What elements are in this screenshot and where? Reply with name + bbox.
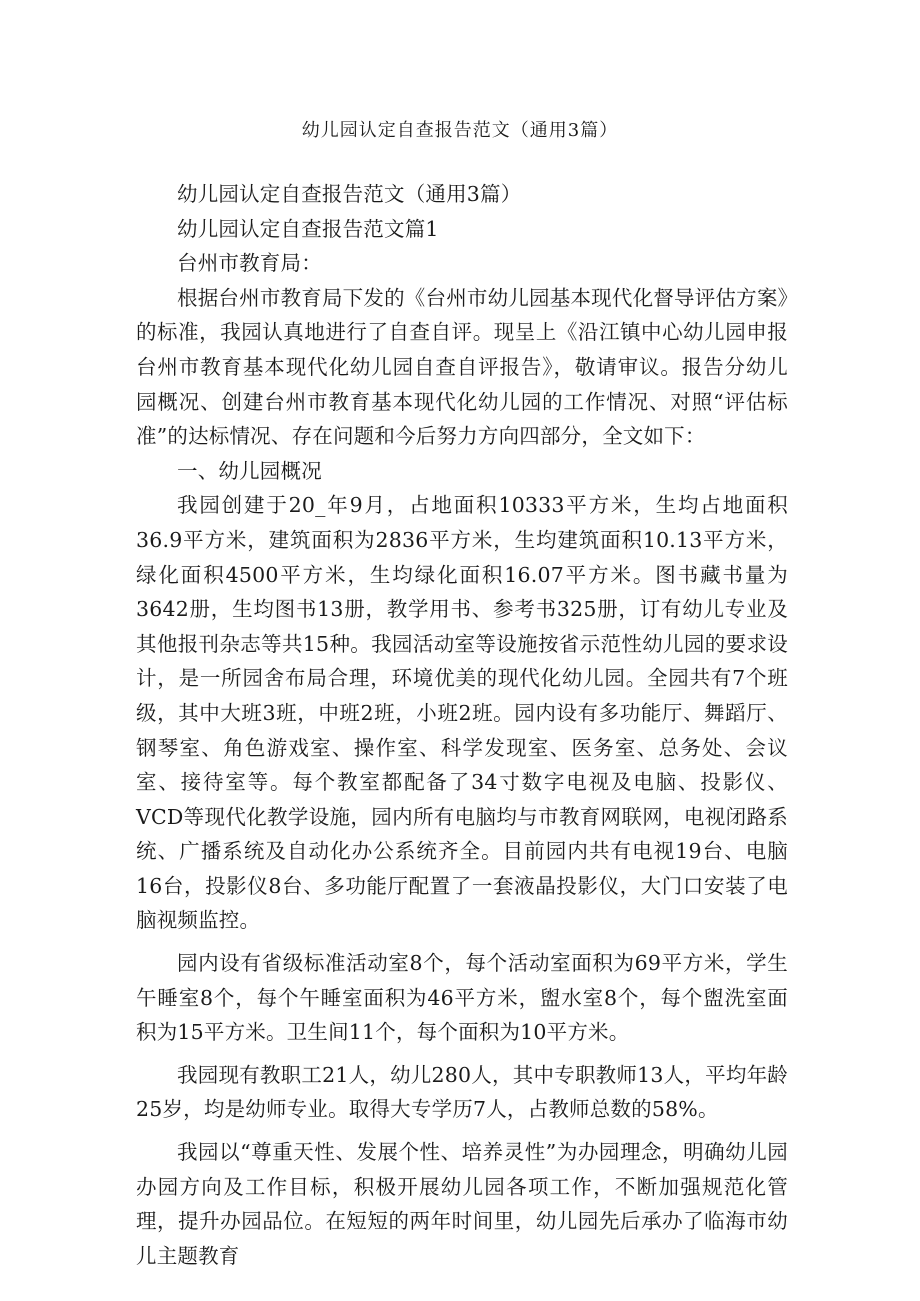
paragraph-section-heading: 幼儿园认定自查报告范文篇1 bbox=[177, 216, 439, 241]
paragraph-intro: 根据台州市教育局下发的《台州市幼儿园基本现代化督导评估方案》的标准，我园认真地进行了自查自评。现呈上《沿江镇中心幼儿园申报台州市教育基本现代化幼儿园自查自评报告》，敬请审议。报告分幼儿园概况、创建台州市教育基本现代化幼儿园的工作情况、对照“评估标准”的达标情况、存在问题和今后努力方向四部分，全文如下： bbox=[136, 285, 788, 449]
paragraph-staff: 我园现有教职工21人，幼儿280人，其中专职教师13人，平均年龄25岁，均是幼师专业。取得大专学历7人，占教师总数的58%。 bbox=[136, 1062, 788, 1122]
paragraph-philosophy: 我园以“尊重天性、发展个性、培养灵性”为办园理念，明确幼儿园办园方向及工作目标，积极开展幼儿园各项工作，不断加强规范化管理，提升办园品位。在短短的两年时间里，幼儿园先后承办了临海市幼儿主题教育 bbox=[136, 1140, 788, 1268]
paragraph-addressee: 台州市教育局： bbox=[177, 251, 322, 276]
paragraph-rooms: 园内设有省级标准活动室8个，每个活动室面积为69平方米，学生午睡室8个，每个午睡室面积为46平方米，盥水室8个，每个盥洗室面积为15平方米。卫生间11个，每个面积为10平方米。 bbox=[136, 951, 788, 1045]
paragraph-overview: 我园创建于20_年9月，占地面积10333平方米，生均占地面积36.9平方米，建筑面积为2836平方米，生均建筑面积10.13平方米，绿化面积4500平方米，生均绿化面积16.07平方米。图书藏书量为3642册，生均图书13册，教学用书、参考书325册，订有幼儿专业及其他报刊杂志等共15种。我园活动室等设施按省示范性幼儿园的要求设计，是一所园舍布局合理，环境优美的现代化幼儿园。全园共有7个班级，其中大班3班，中班2班，小班2班。园内设有多功能厅、舞蹈厅、钢琴室、角色游戏室、操作室、科学发现室、医务室、总务处、会议室、接待室等。每个教室都配备了34寸数字电视及电脑、投影仪、VCD等现代化教学设施，园内所有电脑均与市教育网联网，电视闭路系统、广播系统及自动化办公系统齐全。目前园内共有电视19台、电脑16台，投影仪8台、多功能厅配置了一套液晶投影仪，大门口安装了电脑视频监控。 bbox=[136, 493, 788, 933]
document-title: 幼儿园认定自查报告范文（通用3篇） bbox=[301, 120, 619, 141]
paragraph-heading-overview: 一、幼儿园概况 bbox=[177, 458, 322, 483]
paragraph-subtitle: 幼儿园认定自查报告范文（通用3篇） bbox=[177, 182, 522, 206]
document-body bbox=[136, 177, 788, 1273]
